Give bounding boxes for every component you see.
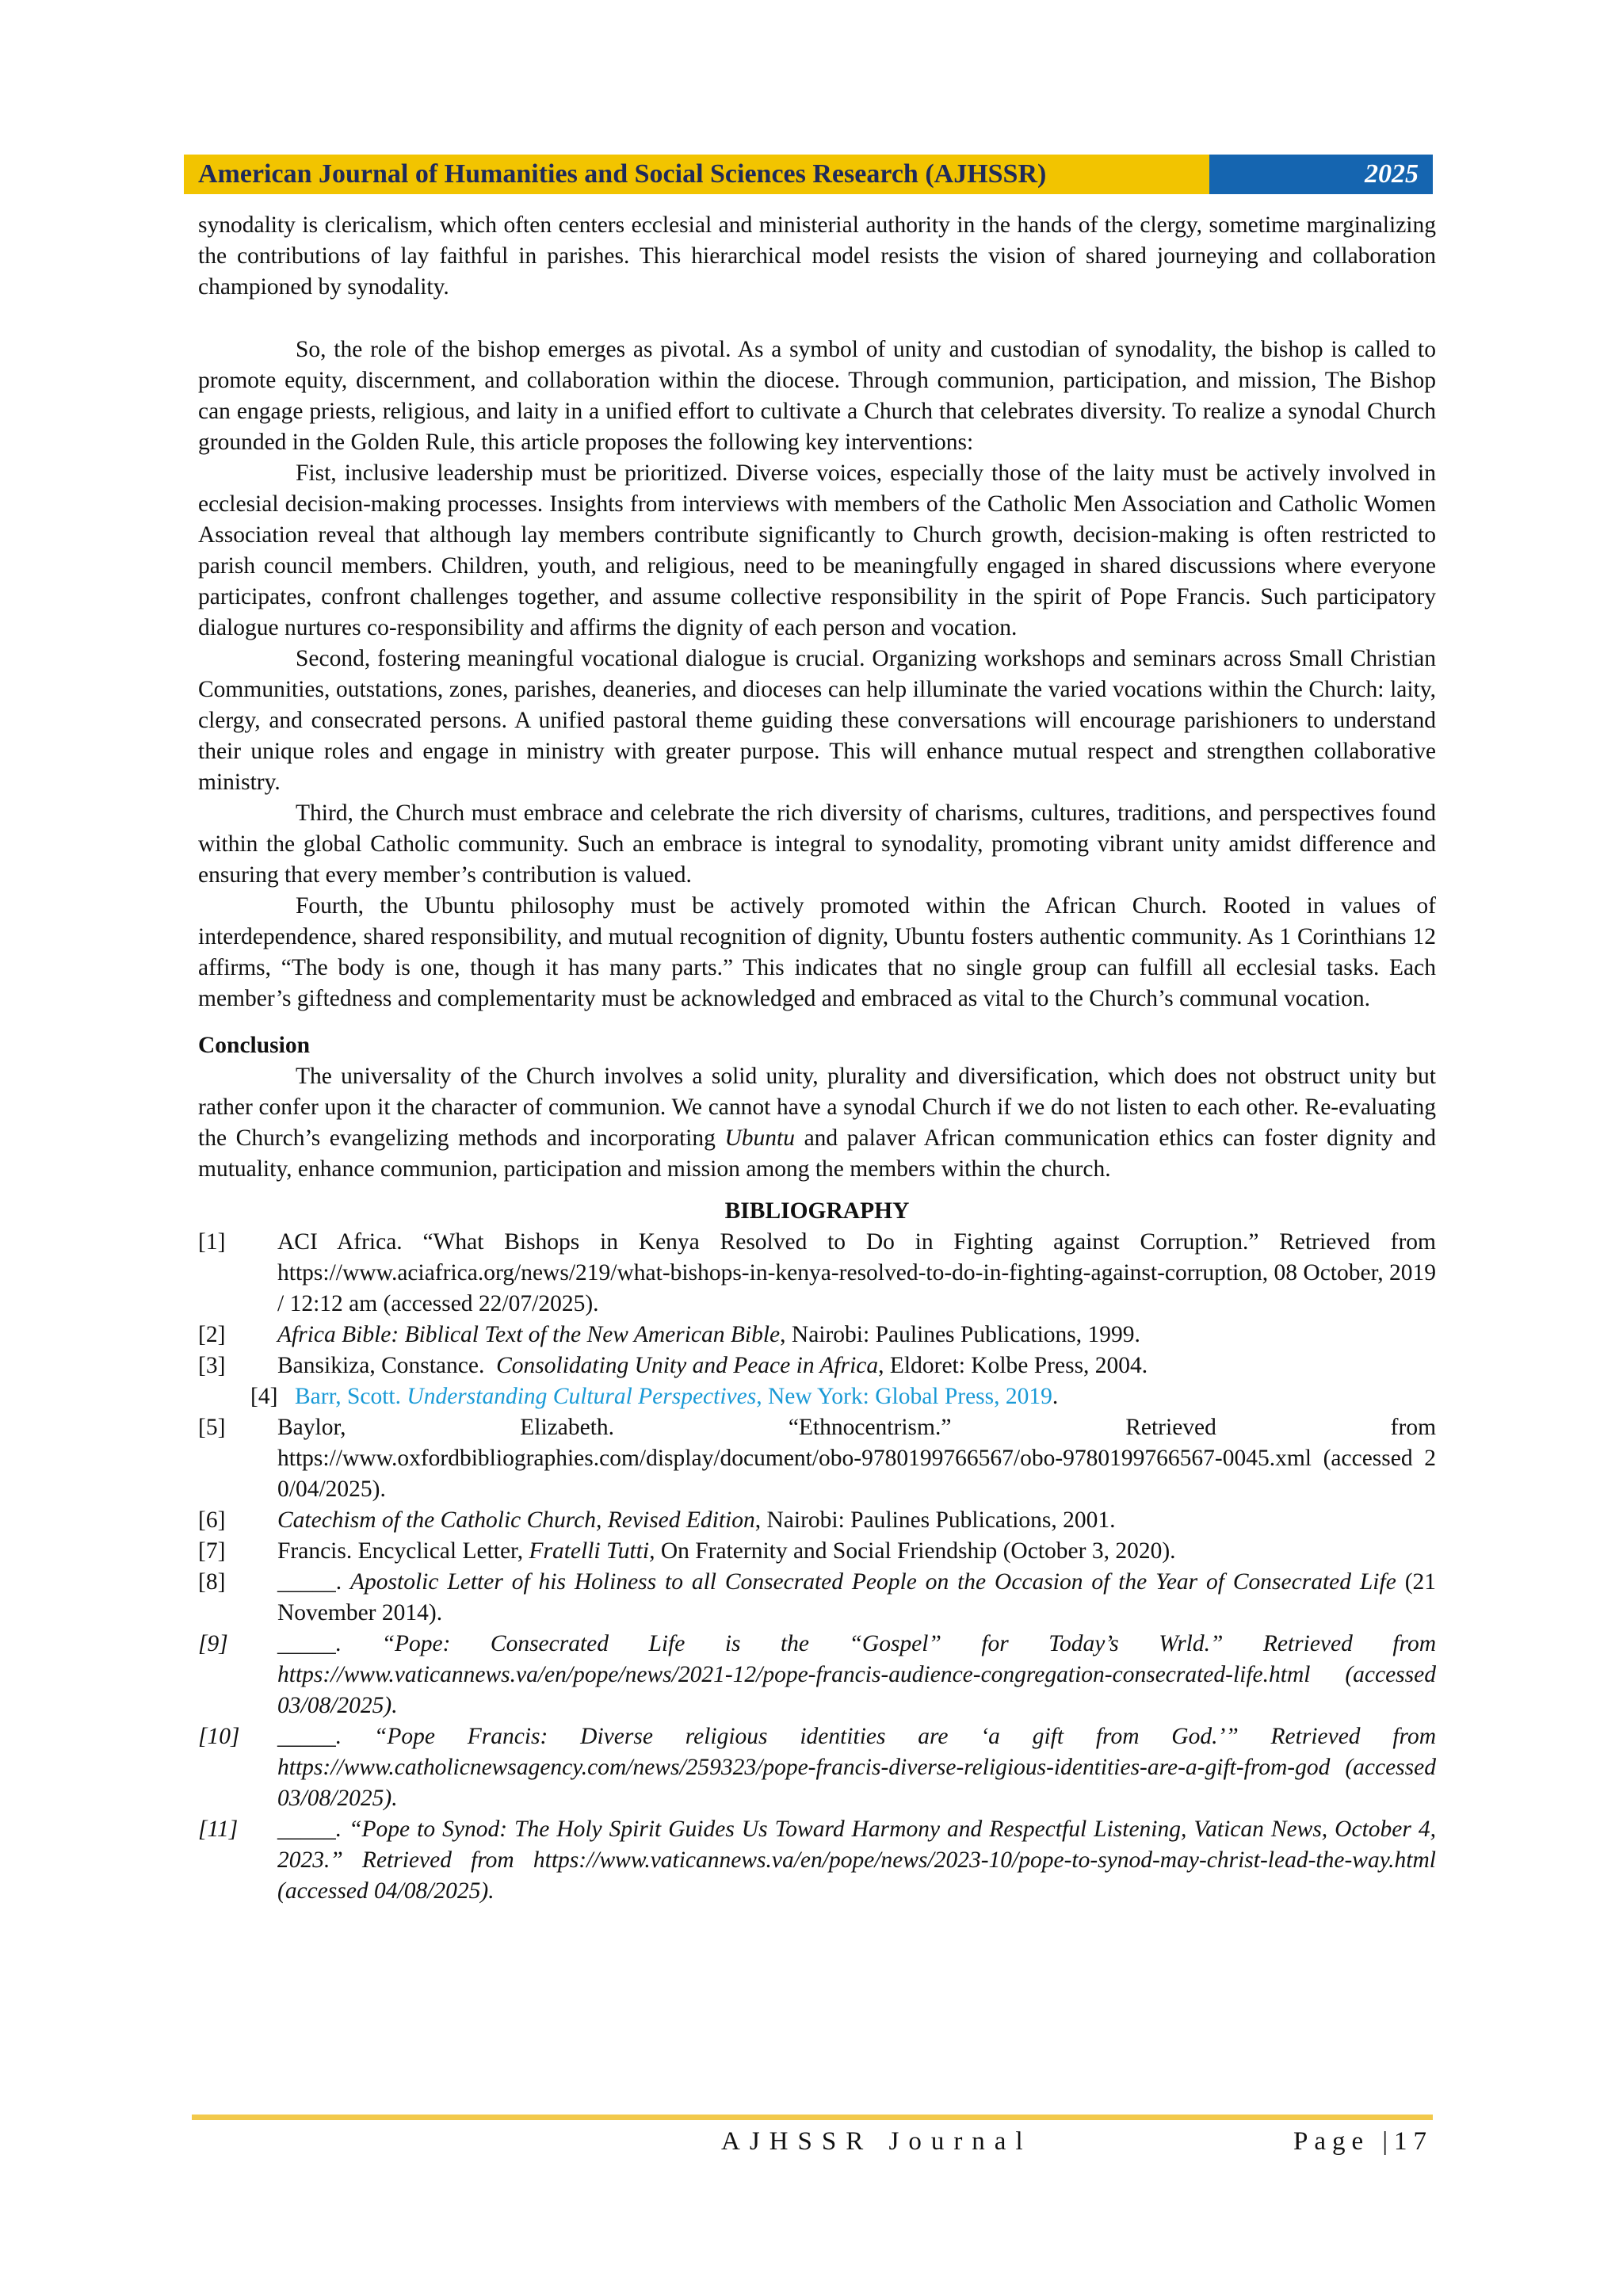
paragraph: synodality is clericalism, which often centers ecclesial and ministerial authority in the hands of the clergy, sometime marginalizing the contributions of lay faithful in parishes. This hierarchical model resists the vision of shared journeying and collaboration championed by synodality. [198, 212, 1436, 300]
header-year: 2025 [1209, 155, 1433, 194]
reference-item: [9] _____. “Pope: Consecrated Life is the “Gospel” for Today’s Wrld.” Retrieved from https://www.vaticannews.va/en/pope/news/2021-12/pope-francis-audience-congregation-consecrated-life.html (accessed 03/08/2025). [198, 1631, 1436, 1718]
running-header [184, 155, 1433, 194]
page-content [198, 210, 1436, 1907]
reference-item: [10] _____. “Pope Francis: Diverse religious identities are ‘a gift from God.’” Retrieved from https://www.catholicnewsagency.com/news/259323/pope-francis-diverse-religious-identities-are-a-gift-from-god (accessed 03/08/2025). [198, 1724, 1436, 1811]
bibliography-heading: BIBLIOGRAPHY [724, 1198, 910, 1224]
paragraph: Second, fostering meaningful vocational dialogue is crucial. Organizing workshops and seminars across Small Christian Communities, outstations, zones, parishes, deaneries, and dioceses can help illuminate the varied vocations within the Church: laity, clergy, and consecrated persons. A unified pastoral theme guiding these conversations will encourage parishioners to understand their unique roles and engage in ministry with greater purpose. This will enhance mutual respect and strengthen collaborative ministry. [198, 646, 1436, 795]
reference-item: [1] ACI Africa. “What Bishops in Kenya Resolved to Do in Fighting against Corruption.” Retrieved from https://www.aciafrica.org/news/219/what-bishops-in-kenya-resolved-to-do-in-fighting-against-corruption, 08 October, 2019 / 12:12 am (accessed 22/07/2025). [198, 1229, 1436, 1316]
section-heading: Conclusion [198, 1033, 310, 1058]
footer-journal: AJHSSR Journal [721, 2127, 1033, 2156]
reference-item: [6] Catechism of the Catholic Church, Revised Edition, Nairobi: Paulines Publications, 2001. [198, 1507, 1116, 1533]
page-number: Page |17 [1293, 2127, 1433, 2156]
reference-item: [2] Africa Bible: Biblical Text of the New American Bible, Nairobi: Paulines Publications, 1999. [198, 1322, 1140, 1347]
journal-title: American Journal of Humanities and Social Sciences Research (AJHSSR) [184, 155, 1209, 194]
reference-item-link[interactable]: [4] Barr, Scott. Understanding Cultural Perspectives, New York: Global Press, 2019. [250, 1384, 1059, 1409]
reference-item: [7] Francis. Encyclical Letter, Fratelli Tutti, On Fraternity and Social Friendship (October 3, 2020). [198, 1538, 1176, 1564]
reference-item: [3] Bansikiza, Constance. Consolidating Unity and Peace in Africa, Eldoret: Kolbe Press, 2004. [198, 1353, 1148, 1378]
paragraph: The universality of the Church involves a solid unity, plurality and diversification, which does not obstruct unity but rather confer upon it the character of communion. We cannot have a synodal Church if we do not listen to each other. Re-evaluating the Church’s evangelizing methods and incorporating Ubuntu and palaver African communication ethics can foster dignity and mutuality, enhance communion, participation and mission among the members within the church. [198, 1064, 1436, 1182]
paragraph: Fourth, the Ubuntu philosophy must be actively promoted within the African Church. Rooted in values of interdependence, shared responsibility, and mutual recognition of dignity, Ubuntu fosters authentic community. As 1 Corinthians 12 affirms, “The body is one, though it has many parts.” This indicates that no single group can fulfill all ecclesial tasks. Each member’s giftedness and complementarity must be acknowledged and embraced as vital to the Church’s communal vocation. [198, 893, 1436, 1011]
page-footer [192, 2122, 1433, 2160]
paragraph: Fist, inclusive leadership must be prioritized. Diverse voices, especially those of the laity must be actively involved in ecclesial decision-making processes. Insights from interviews with members of the Catholic Men Association and Catholic Women Association reveal that although lay members contribute significantly to Church growth, decision-making is often restricted to parish council members. Children, youth, and religious, need to be meaningfully engaged in shared discussions where everyone participates, confront challenges together, and assume collective responsibility in the spirit of Pope Francis. Such participatory dialogue nurtures co-responsibility and affirms the dignity of each person and vocation. [198, 460, 1436, 640]
reference-item: [8] _____. Apostolic Letter of his Holiness to all Consecrated People on the Occasion of the Year of Consecrated Life (21 November 2014). [198, 1569, 1437, 1626]
reference-item: [11] _____. “Pope to Synod: The Holy Spirit Guides Us Toward Harmony and Respectful Listening, Vatican News, October 4, 2023.” Retrieved from https://www.vaticannews.va/en/pope/news/2023-10/pope-to-synod-may-christ-lead-the-way.html (accessed 04/08/2025). [198, 1817, 1436, 1904]
footer-rule [192, 2115, 1433, 2120]
paragraph: So, the role of the bishop emerges as pivotal. As a symbol of unity and custodian of synodality, the bishop is called to promote equity, discernment, and collaboration within the diocese. Through communion, participation, and mission, The Bishop can engage priests, religious, and laity in a unified effort to cultivate a Church that celebrates diversity. To realize a synodal Church grounded in the Golden Rule, this article proposes the following key interventions: [198, 337, 1436, 455]
paragraph: Third, the Church must embrace and celebrate the rich diversity of charisms, cultures, traditions, and perspectives found within the global Catholic community. Such an embrace is integral to synodality, promoting vibrant unity amidst difference and ensuring that every member’s contribution is valued. [198, 800, 1436, 888]
reference-item: [5] Baylor, Elizabeth. “Ethnocentrism.” Retrieved from https://www.oxfordbibliographies.com/display/document/obo-9780199766567/obo-9780199766567-0045.xml (accessed 20/04/2025). [198, 1415, 1437, 1502]
